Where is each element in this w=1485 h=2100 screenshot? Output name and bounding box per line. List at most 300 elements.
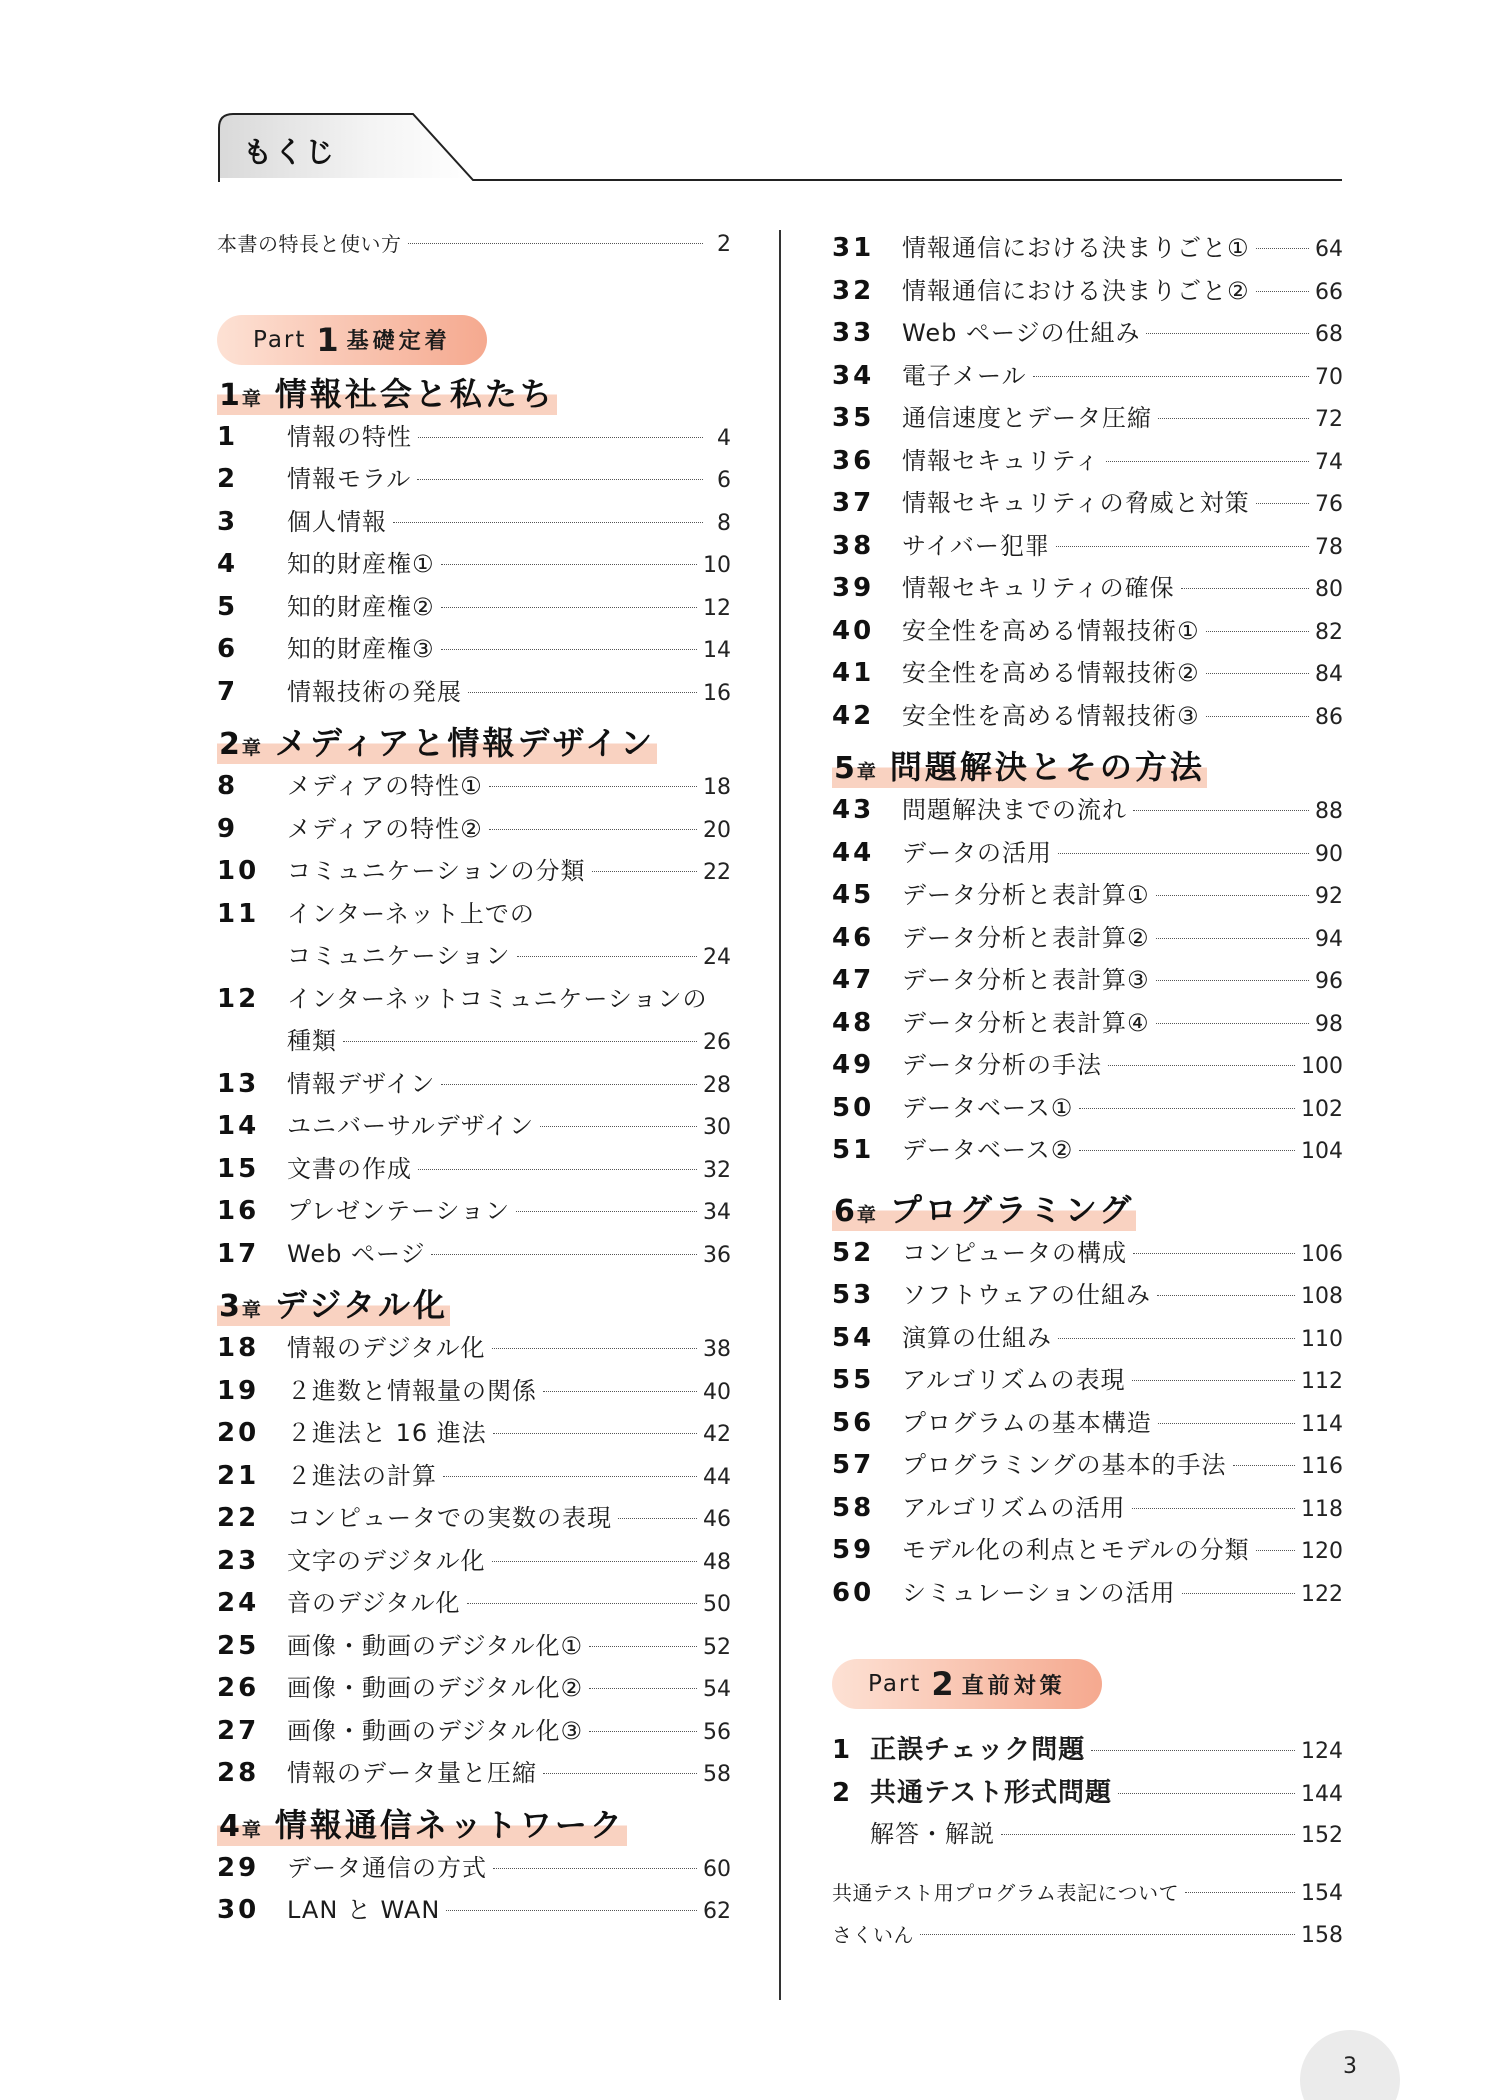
toc-entry[interactable] [832, 1772, 1343, 1815]
entry-page: 96 [1315, 969, 1343, 994]
dot-leader [1132, 1508, 1295, 1509]
dot-leader [418, 437, 703, 438]
toc-entry[interactable] [217, 1149, 731, 1192]
entry-title: モデル化の利点とモデルの分類 [902, 1536, 1250, 1564]
entry-title: メディアの特性① [287, 772, 483, 800]
dot-leader [492, 1561, 697, 1562]
entry-number: 2 [217, 464, 239, 494]
entry-page: 40 [703, 1379, 731, 1405]
entry-page: 14 [703, 638, 731, 663]
part-number: 1 [316, 320, 341, 359]
entry-page: 108 [1301, 1284, 1343, 1309]
entry-title: 種類 [287, 1027, 337, 1055]
entry-page: 6 [717, 468, 731, 493]
entry-title: データ分析の手法 [902, 1051, 1102, 1079]
entry-title: インターネットコミュニケーションの [287, 984, 708, 1013]
entry-title: 知的財産権③ [287, 635, 435, 663]
toc-entry[interactable] [832, 271, 1343, 314]
entry-number: 45 [832, 880, 875, 910]
entry-page: 112 [1301, 1369, 1343, 1394]
toc-entry[interactable] [217, 766, 731, 809]
entry-page: 24 [703, 945, 731, 970]
entry-number: 9 [217, 813, 239, 844]
toc-entry[interactable] [217, 851, 731, 894]
entry-page: 74 [1315, 449, 1343, 475]
toc-entry[interactable] [832, 313, 1343, 356]
chapter-label: 章 [241, 1299, 261, 1321]
part-label: Part [253, 326, 307, 353]
chapter-heading-3 [217, 1276, 731, 1326]
dot-leader [589, 1646, 697, 1647]
entry-number: 26 [217, 1673, 260, 1703]
toc-entry[interactable] [832, 1233, 1343, 1276]
entry-title: 共通テスト用プログラム表記について [832, 1880, 1180, 1905]
dot-leader [441, 1084, 697, 1085]
toc-entry[interactable] [217, 587, 731, 630]
toc-entry[interactable] [832, 1088, 1343, 1131]
toc-entry[interactable] [832, 568, 1343, 611]
toc-entry[interactable] [832, 1275, 1343, 1318]
toc-entry[interactable] [832, 1877, 1343, 1920]
dot-leader [1158, 1423, 1295, 1424]
entry-page: 124 [1301, 1739, 1343, 1764]
entry-title: Web ページ [287, 1239, 426, 1268]
chapter-1-list [217, 417, 731, 715]
dot-leader [418, 1169, 697, 1170]
part-2-list [832, 1729, 1343, 1857]
entry-page: 58 [703, 1762, 731, 1787]
entry-title: 情報通信における決まりごと② [902, 276, 1250, 305]
chapter-heading-5 [832, 738, 1343, 788]
entry-number: 58 [832, 1492, 875, 1523]
dot-leader [1091, 1750, 1295, 1751]
entry-number: 46 [832, 922, 875, 953]
chapter-title: デジタル化 [274, 1286, 448, 1324]
entry-title: 画像・動画のデジタル化② [287, 1674, 584, 1702]
chapter-2-list [217, 766, 731, 1276]
entry-title: ２進数と情報量の関係 [287, 1376, 537, 1405]
entry-title: 情報技術の発展 [287, 677, 462, 706]
dot-leader [1001, 1834, 1295, 1835]
entry-number: 4 [217, 549, 239, 579]
dot-leader [1133, 1253, 1295, 1254]
dot-leader [343, 1041, 697, 1042]
toc-entry[interactable] [217, 1890, 731, 1933]
entry-page: 42 [703, 1422, 731, 1447]
entry-number: 16 [217, 1196, 260, 1226]
page-title: もくじ [243, 135, 337, 169]
entry-number: 53 [832, 1280, 875, 1310]
toc-entry[interactable] [832, 1729, 1343, 1772]
toc-entry[interactable] [217, 809, 731, 852]
toc-entry[interactable] [217, 502, 731, 545]
dot-leader [1156, 895, 1309, 896]
dot-leader [1132, 1380, 1295, 1381]
entry-number: 6 [217, 634, 239, 664]
chapter-6-list [832, 1233, 1343, 1616]
chapter-number: 6 [834, 1193, 855, 1229]
toc-entry[interactable] [217, 1583, 731, 1626]
entry-title: インターネット上での [287, 899, 535, 928]
dot-leader [1206, 716, 1309, 717]
toc-entry[interactable] [832, 1130, 1343, 1173]
entry-page: 18 [703, 775, 731, 800]
page-number: 3 [1343, 2054, 1357, 2079]
entry-page: 82 [1315, 619, 1343, 645]
entry-page: 72 [1315, 407, 1343, 432]
entry-number: 17 [217, 1238, 260, 1269]
dot-leader [1133, 810, 1309, 811]
dot-leader [1079, 1108, 1295, 1109]
entry-page: 10 [703, 553, 731, 578]
entry-page: 44 [703, 1464, 731, 1490]
toc-entry[interactable] [217, 629, 731, 672]
entry-number: 25 [217, 1630, 260, 1661]
entry-title: 正誤チェック問題 [870, 1735, 1086, 1765]
toc-entry[interactable] [217, 894, 731, 937]
toc-entry[interactable] [217, 672, 731, 715]
entry-number: 59 [832, 1535, 875, 1565]
entry-page: 84 [1315, 662, 1343, 687]
toc-entry[interactable] [217, 1753, 731, 1796]
chapter-3-list [217, 1328, 731, 1796]
toc-entry[interactable] [832, 696, 1343, 739]
dot-leader [589, 1731, 697, 1732]
entry-title: コミュニケーションの分類 [287, 857, 586, 885]
entry-number: 37 [832, 488, 875, 518]
chapter-label: 章 [856, 761, 876, 783]
entry-page: 104 [1301, 1139, 1343, 1164]
entry-number: 28 [217, 1758, 260, 1788]
toc-header [217, 112, 1342, 184]
entry-title: データ分析と表計算② [902, 923, 1150, 952]
chapter-number: 1 [219, 377, 240, 413]
entry-number: 20 [217, 1418, 260, 1448]
entry-title: データ分析と表計算③ [902, 966, 1150, 994]
toc-entry[interactable] [217, 1848, 731, 1891]
dot-leader [1206, 673, 1309, 674]
entry-title: 情報モラル [287, 465, 412, 493]
dot-leader [1182, 1593, 1295, 1594]
dot-leader [1156, 1023, 1309, 1024]
entry-page: 80 [1315, 577, 1343, 602]
dot-leader [1056, 546, 1309, 547]
entry-title: コンピュータでの実数の表現 [287, 1504, 612, 1532]
entry-number: 35 [832, 403, 875, 433]
entry-number: 30 [217, 1895, 260, 1925]
entry-page: 4 [717, 425, 731, 451]
toc-entry[interactable] [217, 544, 731, 587]
entry-number: 43 [832, 795, 875, 825]
chapter-number: 4 [219, 1808, 240, 1844]
part-name: 基礎定着 [346, 329, 451, 354]
entry-page: 120 [1301, 1539, 1343, 1564]
toc-entry[interactable] [832, 611, 1343, 654]
dot-leader [1181, 588, 1309, 589]
dot-leader [1106, 461, 1309, 462]
toc-entry[interactable] [832, 875, 1343, 918]
toc-entry[interactable] [832, 960, 1343, 1003]
dot-leader [516, 1211, 697, 1212]
entry-number: 18 [217, 1333, 260, 1363]
toc-entry[interactable] [217, 1711, 731, 1754]
entry-title: データ通信の方式 [287, 1853, 487, 1882]
entry-page: 94 [1315, 926, 1343, 952]
entry-number: 29 [217, 1852, 260, 1883]
entry-page: 8 [717, 510, 731, 536]
dot-leader [493, 1868, 697, 1869]
dot-leader [1079, 1150, 1295, 1151]
entry-number: 22 [217, 1503, 260, 1533]
entry-page: 118 [1301, 1496, 1343, 1522]
entry-title: データ分析と表計算④ [902, 1008, 1150, 1037]
toc-entry[interactable] [832, 833, 1343, 876]
dot-leader [517, 956, 697, 957]
entry-number: 49 [832, 1050, 875, 1080]
toc-right-column [832, 228, 1343, 1962]
entry-title: 解答・解説 [870, 1820, 995, 1848]
dot-leader [1156, 938, 1309, 939]
entry-page: 30 [703, 1115, 731, 1140]
chapter-title: プログラミング [889, 1190, 1135, 1229]
dot-leader [1158, 418, 1309, 419]
dot-leader [1256, 1550, 1295, 1551]
entry-number: 55 [832, 1365, 875, 1395]
entry-number: 8 [217, 771, 239, 801]
entry-title: 情報の特性 [287, 422, 412, 451]
toc-entry[interactable] [217, 1328, 731, 1371]
chapter-label: 章 [241, 387, 261, 410]
chapter-title: メディアと情報デザイン [274, 724, 656, 762]
entry-page: 106 [1301, 1241, 1343, 1267]
entry-number: 33 [832, 318, 875, 348]
entry-title: ２進法と 16 進法 [287, 1419, 487, 1447]
entry-page: 100 [1301, 1054, 1343, 1079]
toc-entry[interactable] [832, 356, 1343, 399]
dot-leader [441, 607, 697, 608]
entry-page: 50 [703, 1592, 731, 1617]
toc-entry[interactable] [832, 1003, 1343, 1046]
entry-title: 通信速度とデータ圧縮 [902, 404, 1152, 432]
dot-leader [467, 1603, 697, 1604]
header-tab-shape [217, 112, 1342, 184]
toc-entry[interactable] [832, 1488, 1343, 1531]
entry-number: 24 [217, 1588, 260, 1618]
entry-title: 画像・動画のデジタル化③ [287, 1716, 584, 1745]
toc-entry-intro[interactable] [217, 228, 731, 271]
entry-title: プログラムの基本構造 [902, 1408, 1152, 1437]
entry-page: 20 [703, 817, 731, 843]
toc-entry[interactable] [832, 1814, 1343, 1857]
toc-entry[interactable] [217, 1191, 731, 1234]
dot-leader [1146, 333, 1309, 334]
dot-leader [393, 522, 703, 523]
entry-title: 電子メール [902, 361, 1027, 390]
entry-number: 23 [217, 1545, 260, 1576]
entry-number: 38 [832, 530, 875, 561]
toc-entry[interactable] [832, 1045, 1343, 1088]
extras-list [832, 1877, 1343, 1962]
dot-leader [446, 1910, 697, 1911]
entry-title: データベース① [902, 1093, 1074, 1122]
dot-leader [431, 1254, 697, 1255]
entry-title: 知的財産権① [287, 550, 435, 578]
dot-leader [1108, 1065, 1295, 1066]
entry-page: 32 [703, 1157, 731, 1183]
toc-entry[interactable] [832, 1403, 1343, 1446]
dot-leader [1058, 1338, 1295, 1339]
toc-entry[interactable] [217, 1541, 731, 1584]
page-number-badge [1300, 2030, 1400, 2100]
entry-title: コンピュータの構成 [902, 1238, 1127, 1267]
toc-entry[interactable] [832, 228, 1343, 271]
dot-leader [443, 1476, 697, 1477]
toc-entry[interactable] [832, 526, 1343, 569]
entry-title: ソフトウェアの仕組み [902, 1281, 1152, 1309]
chapter-heading-6 [832, 1181, 1343, 1231]
toc-entry[interactable] [832, 398, 1343, 441]
part-label: Part [868, 1671, 922, 1697]
chapter-heading-2 [217, 714, 731, 764]
entry-number: 57 [832, 1450, 875, 1480]
entry-title: LAN と WAN [287, 1896, 441, 1924]
entry-page: 68 [1315, 322, 1343, 347]
entry-number: 50 [832, 1092, 875, 1123]
dot-leader [1033, 376, 1309, 377]
column-divider [779, 230, 781, 2000]
chapter-title: 情報社会と私たち [274, 374, 555, 413]
toc-entry[interactable] [832, 918, 1343, 961]
entry-title: 文字のデジタル化 [287, 1546, 486, 1575]
entry-title: 共通テスト形式問題 [870, 1777, 1112, 1808]
toc-entry[interactable] [217, 1498, 731, 1541]
entry-number: 1 [217, 421, 239, 452]
entry-number: 10 [217, 856, 260, 886]
chapter-label: 章 [241, 737, 261, 759]
entry-page: 88 [1315, 799, 1343, 824]
entry-page: 154 [1301, 1880, 1343, 1906]
toc-left-column [217, 228, 731, 1933]
entry-title: サイバー犯罪 [902, 531, 1050, 560]
toc-entry[interactable] [832, 483, 1343, 526]
entry-page: 158 [1301, 1923, 1343, 1948]
toc-entry[interactable] [217, 1106, 731, 1149]
part-badge-2 [832, 1659, 1102, 1709]
entry-title: 個人情報 [287, 507, 387, 536]
toc-entry[interactable] [217, 459, 731, 502]
toc-entry[interactable] [217, 1234, 731, 1277]
entry-page: 116 [1301, 1454, 1343, 1479]
toc-entry[interactable] [217, 1371, 731, 1414]
entry-number: 48 [832, 1007, 875, 1038]
entry-title: コミュニケーション [287, 942, 511, 970]
entry-number: 3 [217, 506, 239, 537]
toc-entry[interactable] [217, 936, 731, 979]
dot-leader [489, 829, 697, 830]
entry-title: 安全性を高める情報技術③ [902, 701, 1200, 730]
toc-entry[interactable] [832, 1530, 1343, 1573]
dot-leader [489, 786, 697, 787]
toc-entry[interactable] [832, 1573, 1343, 1616]
toc-entry[interactable] [832, 1445, 1343, 1488]
toc-entry[interactable] [832, 790, 1343, 833]
entry-title: Web ページの仕組み [902, 319, 1141, 347]
entry-number: 7 [217, 676, 239, 707]
entry-title: 本書の特長と使い方 [217, 232, 402, 256]
entry-number: 21 [217, 1460, 260, 1491]
toc-entry[interactable] [217, 1626, 731, 1669]
toc-entry[interactable] [832, 1919, 1343, 1962]
entry-title: アルゴリズムの表現 [902, 1366, 1126, 1394]
toc-entry[interactable] [832, 653, 1343, 696]
chapter-title: 問題解決とその方法 [889, 748, 1205, 786]
entry-number: 12 [217, 983, 260, 1014]
entry-title: 安全性を高める情報技術① [902, 616, 1200, 645]
entry-title: アルゴリズムの活用 [902, 1493, 1126, 1522]
dot-leader [589, 1688, 697, 1689]
entry-title: 演算の仕組み [902, 1323, 1052, 1352]
entry-page: 54 [703, 1677, 731, 1702]
toc-entry[interactable] [832, 1318, 1343, 1361]
toc-entry[interactable] [217, 1064, 731, 1107]
dot-leader [1118, 1793, 1295, 1794]
part-name: 直前対策 [961, 1673, 1066, 1699]
entry-title: 情報のデジタル化 [287, 1334, 486, 1362]
dot-leader [493, 1433, 697, 1434]
part-number: 2 [931, 1665, 956, 1703]
dot-leader [1156, 980, 1309, 981]
entry-number: 15 [217, 1153, 260, 1184]
toc-entry[interactable] [217, 979, 731, 1022]
entry-number: 52 [832, 1237, 875, 1268]
toc-entry[interactable] [217, 1021, 731, 1064]
entry-page: 66 [1315, 279, 1343, 305]
dot-leader [417, 479, 703, 480]
entry-page: 16 [703, 680, 731, 706]
entry-title: 情報セキュリティの脅威と対策 [902, 489, 1250, 517]
toc-entry[interactable] [217, 1456, 731, 1499]
entry-title: 情報デザイン [287, 1069, 436, 1098]
entry-number: 47 [832, 965, 875, 995]
toc-entry[interactable] [217, 1668, 731, 1711]
toc-entry[interactable] [832, 441, 1343, 484]
chapter-5-list [832, 790, 1343, 1173]
entry-title: さくいん [832, 1923, 914, 1947]
entry-title: メディアの特性② [287, 814, 483, 843]
entry-title: 知的財産権② [287, 592, 435, 621]
toc-entry[interactable] [217, 1413, 731, 1456]
entry-page: 26 [703, 1030, 731, 1055]
entry-page: 36 [703, 1242, 731, 1268]
dot-leader [592, 871, 697, 872]
toc-entry[interactable] [832, 1360, 1343, 1403]
entry-number: 19 [217, 1375, 260, 1406]
entry-page: 90 [1315, 841, 1343, 867]
dot-leader [618, 1518, 697, 1519]
chapter-number: 5 [834, 751, 855, 786]
entry-title: データベース② [902, 1136, 1074, 1164]
entry-page: 92 [1315, 884, 1343, 909]
dot-leader [1256, 248, 1309, 249]
entry-number: 41 [832, 658, 875, 688]
toc-entry[interactable] [217, 417, 731, 460]
dot-leader [1058, 853, 1309, 854]
entry-page: 152 [1301, 1823, 1343, 1848]
entry-number: 54 [832, 1322, 875, 1353]
entry-page: 28 [703, 1072, 731, 1098]
entry-page: 78 [1315, 534, 1343, 560]
entry-number: 13 [217, 1068, 260, 1099]
